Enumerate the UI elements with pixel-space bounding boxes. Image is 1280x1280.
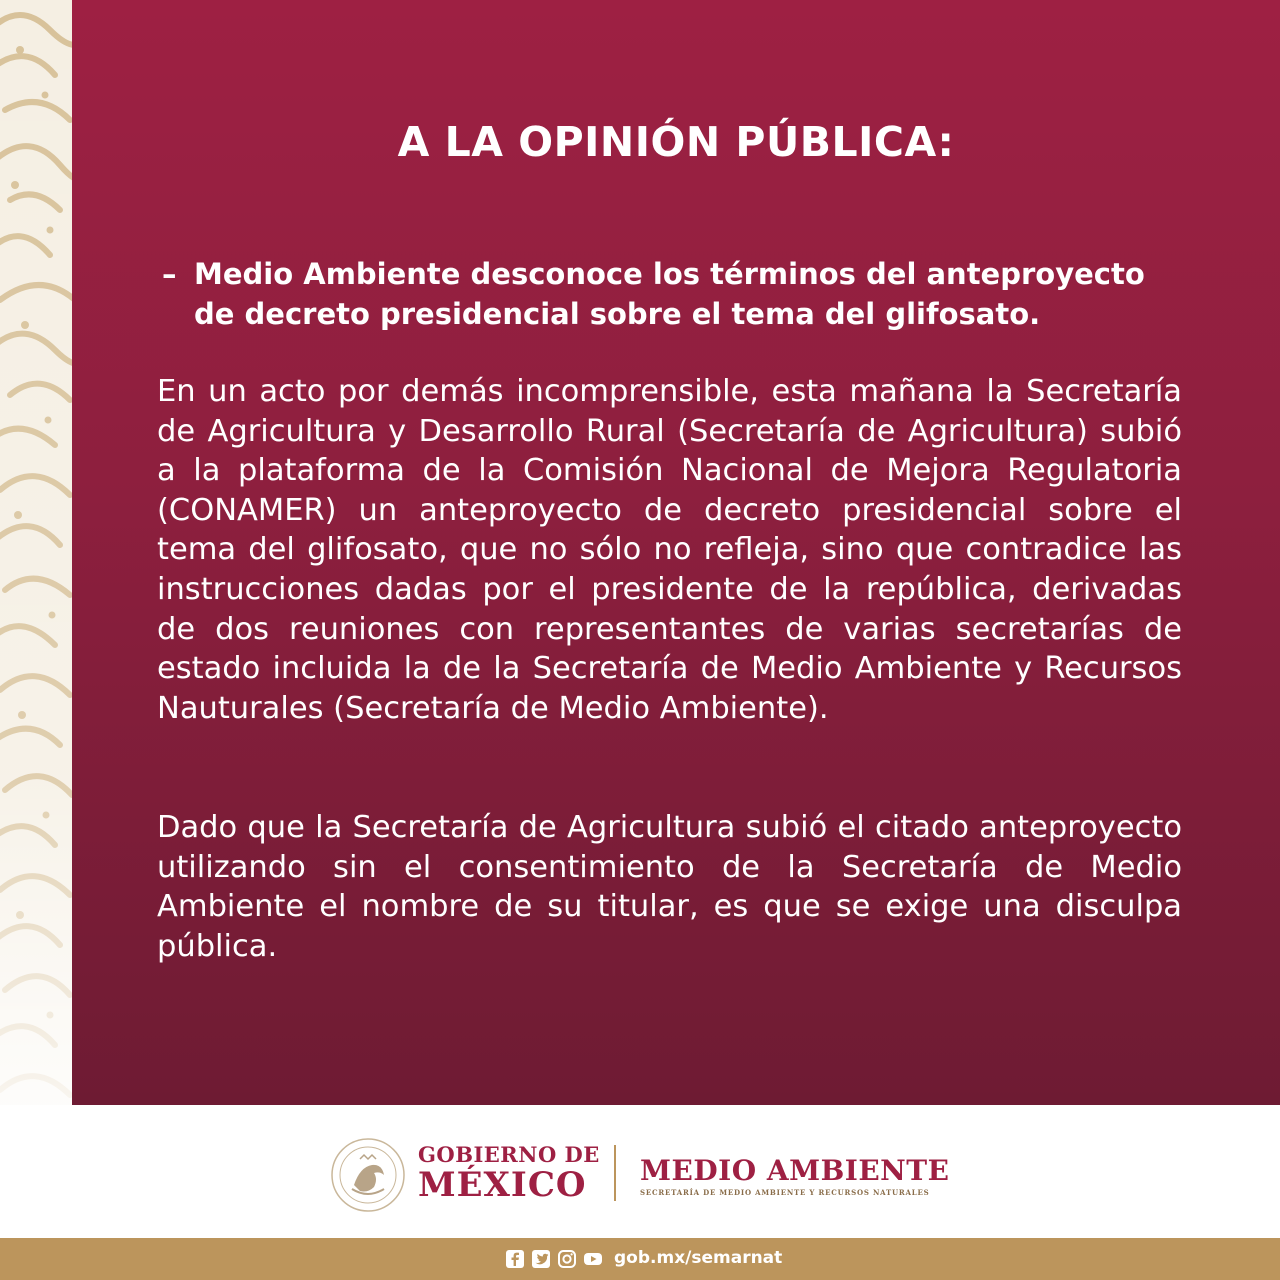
lead-text: Medio Ambiente desconoce los términos del anteproyecto de decreto presidencial sobre el tema del glifosato. xyxy=(194,257,1145,331)
ornament-pattern xyxy=(0,0,72,1105)
logo-divider xyxy=(614,1145,616,1201)
social-icons xyxy=(505,1248,603,1270)
footer-bar xyxy=(0,1238,1280,1280)
instagram-icon[interactable] xyxy=(557,1249,577,1269)
gobierno-de-mexico-logo xyxy=(418,1143,600,1203)
page-title: A LA OPINIÓN PÚBLICA: xyxy=(397,118,955,166)
body-paragraph-1: En un acto por demás incomprensible, esta mañana la Secretaría de Agricultura y Desarrollo Rural (Secretaría de Agricultura) subió a la plataforma de la Comisión Nacional de Mejora Regulatoria (CONAMER) un anteproyecto de decreto presidencial sobre el tema del glifosato, que no sólo no refleja, sino que contradice las instrucciones dadas por el presidente de la república, derivadas de dos reuniones con representantes de varias secretarías de estado incluida la de la Secretaría de Medio Ambiente y Recursos Nauturales (Secretaría de Medio Ambiente). xyxy=(157,374,1182,726)
escudo-nacional-icon xyxy=(330,1137,406,1213)
gobierno-line1: GOBIERNO DE xyxy=(418,1142,600,1167)
youtube-icon[interactable] xyxy=(583,1249,603,1269)
statement-panel xyxy=(72,0,1280,1105)
body-paragraph-2: Dado que la Secretaría de Agricultura subió el citado anteproyecto utilizando sin el consentimiento de la Secretaría de Medio Ambiente el nombre de su titular, es que se exige una disculpa pública. xyxy=(157,810,1182,964)
medio-ambiente-subtitle: SECRETARÍA DE MEDIO AMBIENTE Y RECURSOS NATURALES xyxy=(640,1188,930,1197)
medio-ambiente-title: MEDIO AMBIENTE xyxy=(640,1154,950,1187)
logo-bar xyxy=(0,1105,1280,1238)
website-link[interactable]: gob.mx/semarnat xyxy=(614,1248,783,1268)
twitter-icon[interactable] xyxy=(531,1249,551,1269)
decorative-pattern-strip xyxy=(0,0,72,1105)
lead-dash: – xyxy=(162,257,177,291)
gobierno-line2: MÉXICO xyxy=(418,1165,587,1205)
medio-ambiente-logo xyxy=(640,1155,949,1199)
facebook-icon[interactable] xyxy=(505,1249,525,1269)
lead-statement xyxy=(162,254,1182,334)
